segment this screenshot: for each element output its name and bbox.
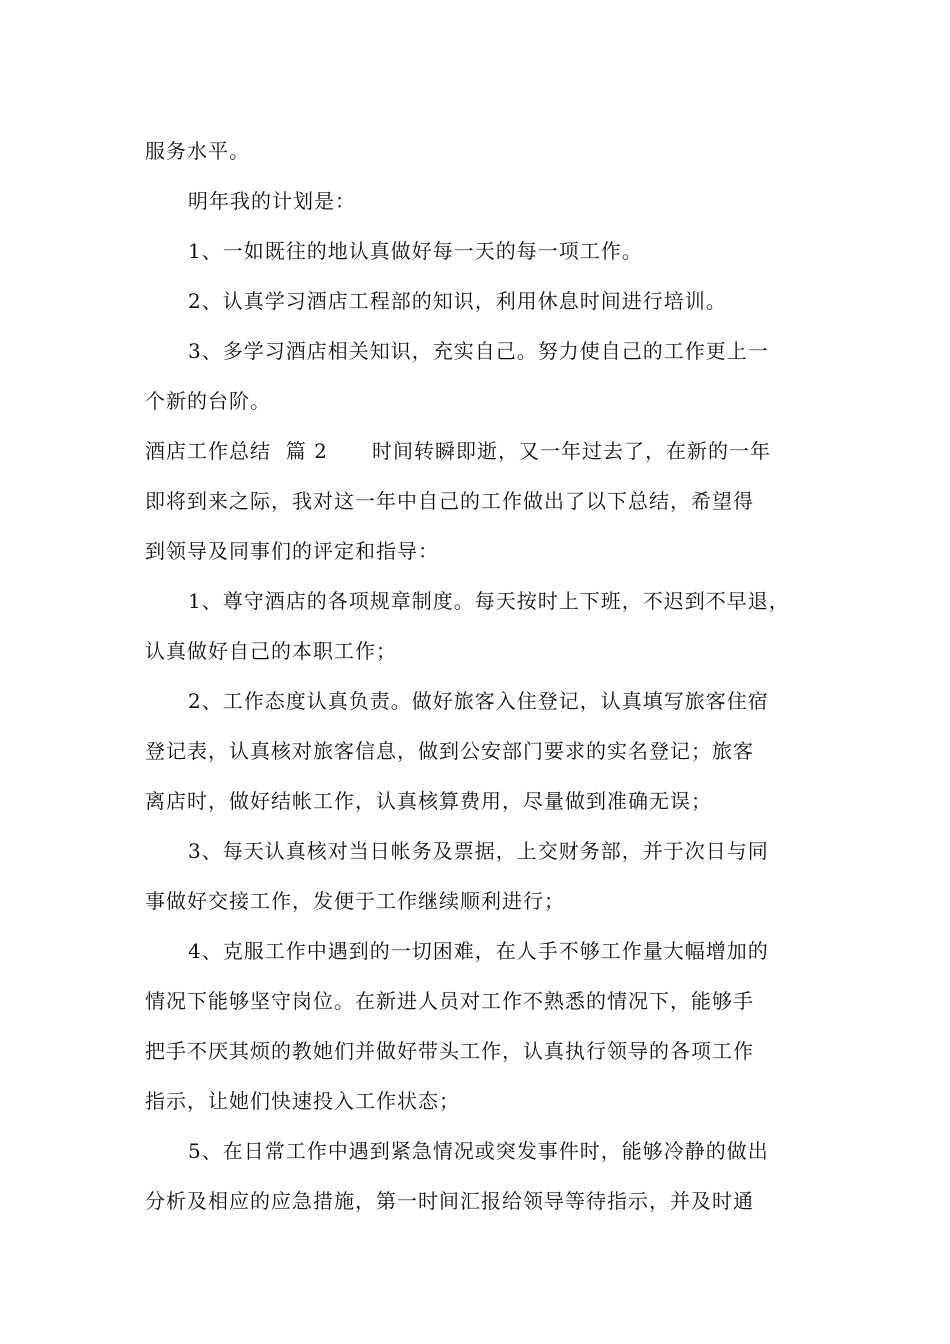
text-line: 分析及相应的应急措施，第一时间汇报给领导等待指示，并及时通 bbox=[145, 1189, 754, 1213]
text-line: 情况下能够坚守岗位。在新进人员对工作不熟悉的情况下，能够手 bbox=[145, 989, 754, 1013]
section-heading-line: 酒店工作总结 篇 2 时间转瞬即逝，又一年过去了，在新的一年 bbox=[145, 439, 771, 463]
text-line: 到领导及同事们的评定和指导： bbox=[145, 539, 439, 563]
text-line: 指示，让她们快速投入工作状态； bbox=[145, 1089, 460, 1113]
text-line: 2、认真学习酒店工程部的知识，利用休息时间进行培训。 bbox=[188, 289, 727, 313]
text-line: 3、多学习酒店相关知识，充实自己。努力使自己的工作更上一 bbox=[188, 339, 769, 363]
text-line: 4、克服工作中遇到的一切困难，在人手不够工作量大幅增加的 bbox=[188, 939, 769, 963]
text-line: 服务水平。 bbox=[145, 139, 250, 163]
text-line: 3、每天认真核对当日帐务及票据，上交财务部，并于次日与同 bbox=[188, 839, 769, 863]
text-line: 登记表，认真核对旅客信息，做到公安部门要求的实名登记；旅客 bbox=[145, 739, 754, 763]
text-line: 离店时，做好结帐工作，认真核算费用，尽量做到准确无误； bbox=[145, 789, 712, 813]
text-line: 1、一如既往的地认真做好每一天的每一项工作。 bbox=[188, 239, 643, 263]
text-line: 5、在日常工作中遇到紧急情况或突发事件时，能够冷静的做出 bbox=[188, 1139, 769, 1163]
text-line: 即将到来之际，我对这一年中自己的工作做出了以下总结，希望得 bbox=[145, 489, 754, 513]
text-line: 把手不厌其烦的教她们并做好带头工作，认真执行领导的各项工作 bbox=[145, 1039, 754, 1063]
text-line: 认真做好自己的本职工作； bbox=[145, 639, 397, 663]
text-line: 1、尊守酒店的各项规章制度。每天按时上下班，不迟到不早退， bbox=[188, 589, 790, 613]
text-line: 明年我的计划是： bbox=[188, 189, 356, 213]
text-line: 个新的台阶。 bbox=[145, 389, 271, 413]
text-line: 事做好交接工作，发便于工作继续顺利进行； bbox=[145, 889, 565, 913]
text-line: 2、工作态度认真负责。做好旅客入住登记，认真填写旅客住宿 bbox=[188, 689, 769, 713]
